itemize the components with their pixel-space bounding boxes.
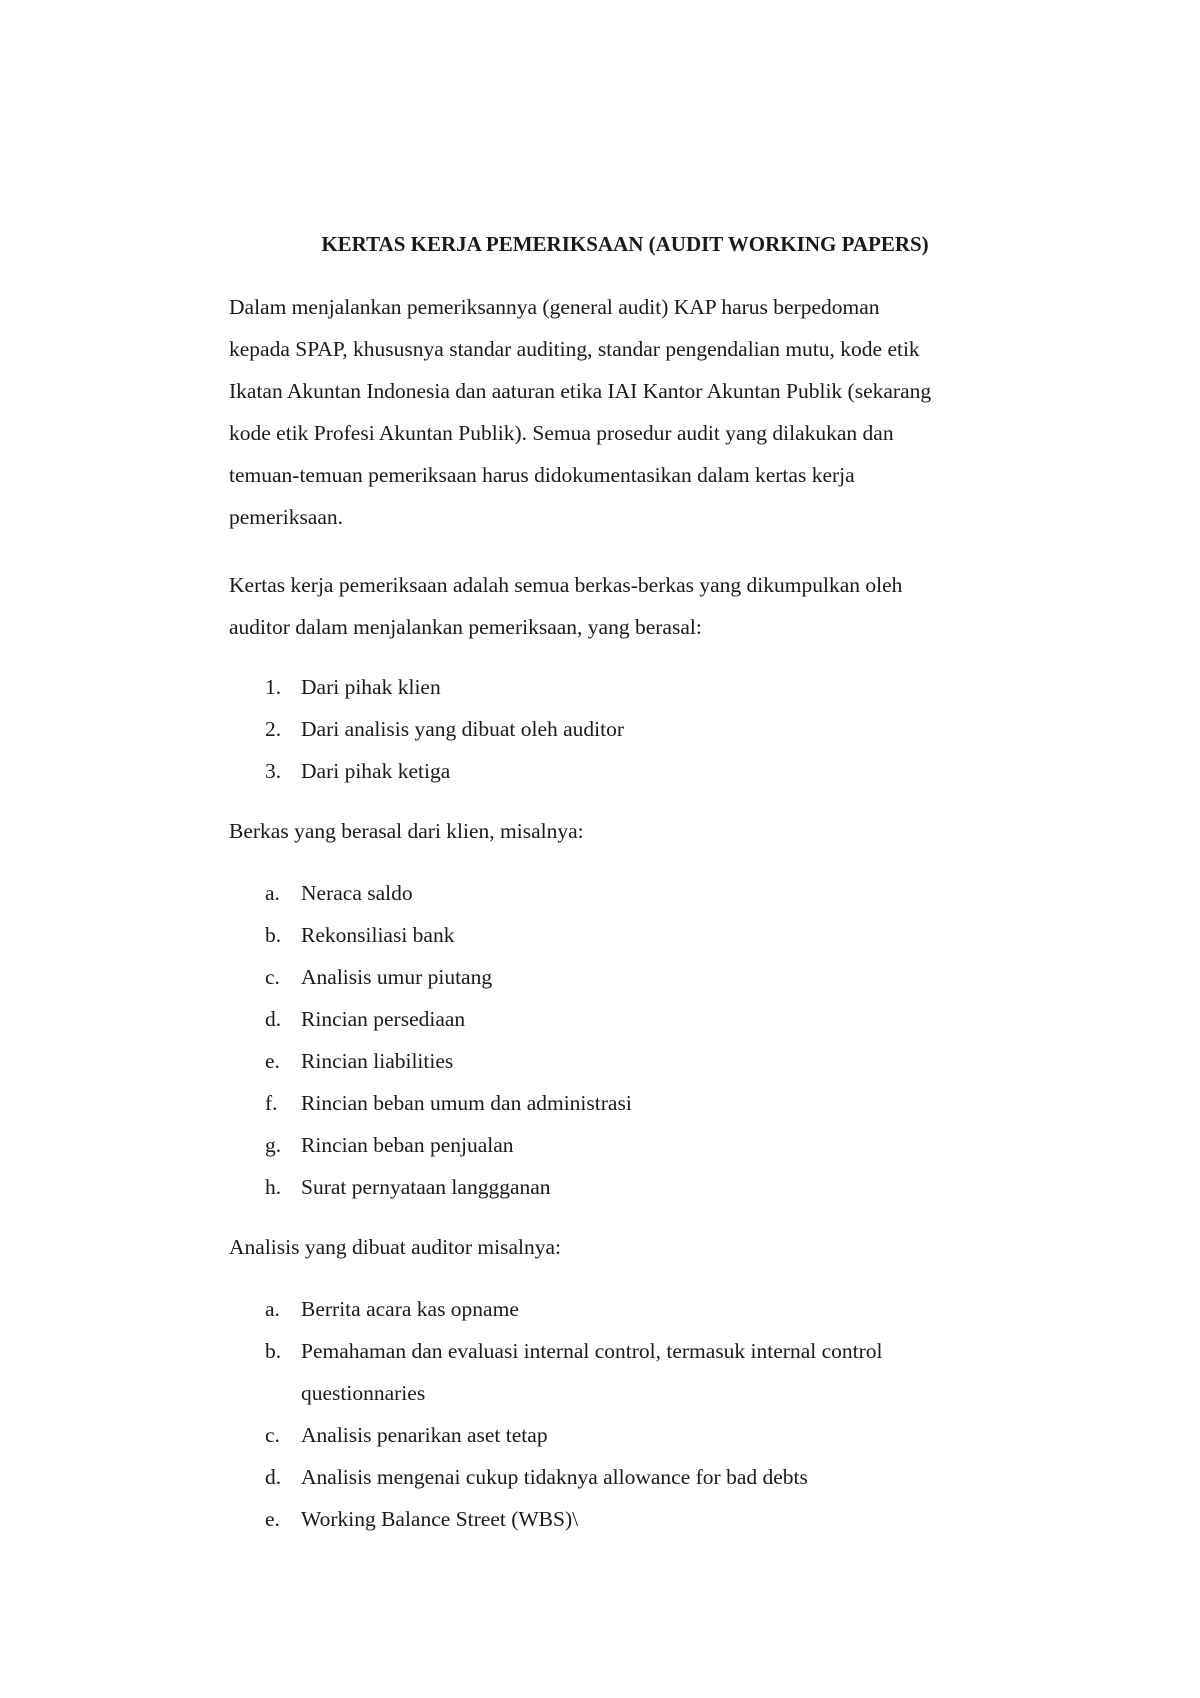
list-item bbox=[229, 708, 1029, 750]
paragraph-line: Dalam menjalankan pemeriksannya (general audit) KAP harus berpedoman bbox=[229, 295, 880, 319]
list-marker: d. bbox=[265, 1465, 282, 1489]
paragraph-line: Analisis yang dibuat auditor misalnya: bbox=[229, 1235, 562, 1259]
list-marker: e. bbox=[265, 1049, 280, 1073]
auditor-analysis-list bbox=[229, 1288, 1029, 1540]
list-item-text: Neraca saldo bbox=[301, 881, 413, 905]
paragraph-line: Berkas yang berasal dari klien, misalnya: bbox=[229, 819, 584, 843]
list-item bbox=[229, 998, 1029, 1040]
list-marker: a. bbox=[265, 881, 280, 905]
paragraph-line: Kertas kerja pemeriksaan adalah semua berkas-berkas yang dikumpulkan oleh bbox=[229, 573, 903, 597]
list-item-text: Dari pihak ketiga bbox=[301, 759, 451, 783]
list-item bbox=[229, 914, 1029, 956]
list-item-text: Rincian persediaan bbox=[301, 1007, 466, 1031]
list-item bbox=[229, 1040, 1029, 1082]
list-item bbox=[229, 1288, 1029, 1330]
list-marker: c. bbox=[265, 1423, 280, 1447]
client-heading bbox=[229, 810, 1029, 852]
document-title: KERTAS KERJA PEMERIKSAAN (AUDIT WORKING PAPERS) bbox=[321, 232, 929, 256]
list-item-text: Dari pihak klien bbox=[301, 675, 441, 699]
list-item-text: Dari analisis yang dibuat oleh auditor bbox=[301, 717, 625, 741]
list-marker: h. bbox=[265, 1175, 282, 1199]
list-marker: c. bbox=[265, 965, 280, 989]
list-item bbox=[229, 666, 1029, 708]
list-marker: 3. bbox=[265, 759, 282, 783]
list-item-text: Surat pernyataan langgganan bbox=[301, 1175, 551, 1199]
list-item bbox=[229, 1082, 1029, 1124]
paragraph-line: auditor dalam menjalankan pemeriksaan, yang berasal: bbox=[229, 615, 702, 639]
list-marker: 1. bbox=[265, 675, 282, 699]
list-marker: f. bbox=[265, 1091, 278, 1115]
definition-paragraph bbox=[229, 564, 1029, 648]
list-item-text: Rincian liabilities bbox=[301, 1049, 454, 1073]
list-item bbox=[229, 1330, 1029, 1414]
list-item-text: Rekonsiliasi bank bbox=[301, 923, 455, 947]
list-item-text: Berrita acara kas opname bbox=[301, 1297, 519, 1321]
auditor-heading bbox=[229, 1226, 1029, 1268]
list-marker: e. bbox=[265, 1507, 280, 1531]
sources-list bbox=[229, 666, 1029, 792]
list-item-text: Working Balance Street (WBS)\ bbox=[301, 1507, 579, 1531]
list-item-text: Pemahaman dan evaluasi internal control, termasuk internal control bbox=[301, 1339, 883, 1363]
list-item bbox=[229, 1166, 1029, 1208]
list-item-text: Rincian beban penjualan bbox=[301, 1133, 514, 1157]
list-item bbox=[229, 1124, 1029, 1166]
list-marker: d. bbox=[265, 1007, 282, 1031]
list-item-text: Analisis penarikan aset tetap bbox=[301, 1423, 548, 1447]
list-item-text: Analisis mengenai cukup tidaknya allowance for bad debts bbox=[301, 1465, 808, 1489]
list-item-text: Analisis umur piutang bbox=[301, 965, 493, 989]
list-item bbox=[229, 1414, 1029, 1456]
list-item bbox=[229, 750, 1029, 792]
list-marker: a. bbox=[265, 1297, 280, 1321]
list-marker: b. bbox=[265, 923, 282, 947]
list-item-text-continued: questionnaries bbox=[301, 1381, 426, 1405]
list-item-text: Rincian beban umum dan administrasi bbox=[301, 1091, 632, 1115]
list-item bbox=[229, 1456, 1029, 1498]
list-item bbox=[229, 956, 1029, 998]
list-marker: b. bbox=[265, 1339, 282, 1363]
paragraph-line: temuan-temuan pemeriksaan harus didokumentasikan dalam kertas kerja bbox=[229, 463, 855, 487]
list-item bbox=[229, 1498, 1029, 1540]
client-documents-list bbox=[229, 872, 1029, 1208]
list-marker: 2. bbox=[265, 717, 282, 741]
list-item bbox=[229, 872, 1029, 914]
paragraph-line: kepada SPAP, khususnya standar auditing, standar pengendalian mutu, kode etik bbox=[229, 337, 920, 361]
paragraph-line: pemeriksaan. bbox=[229, 505, 344, 529]
paragraph-line: kode etik Profesi Akuntan Publik). Semua prosedur audit yang dilakukan dan bbox=[229, 421, 894, 445]
intro-paragraph bbox=[229, 286, 1029, 538]
paragraph-line: Ikatan Akuntan Indonesia dan aaturan etika IAI Kantor Akuntan Publik (sekarang bbox=[229, 379, 932, 403]
list-marker: g. bbox=[265, 1133, 282, 1157]
